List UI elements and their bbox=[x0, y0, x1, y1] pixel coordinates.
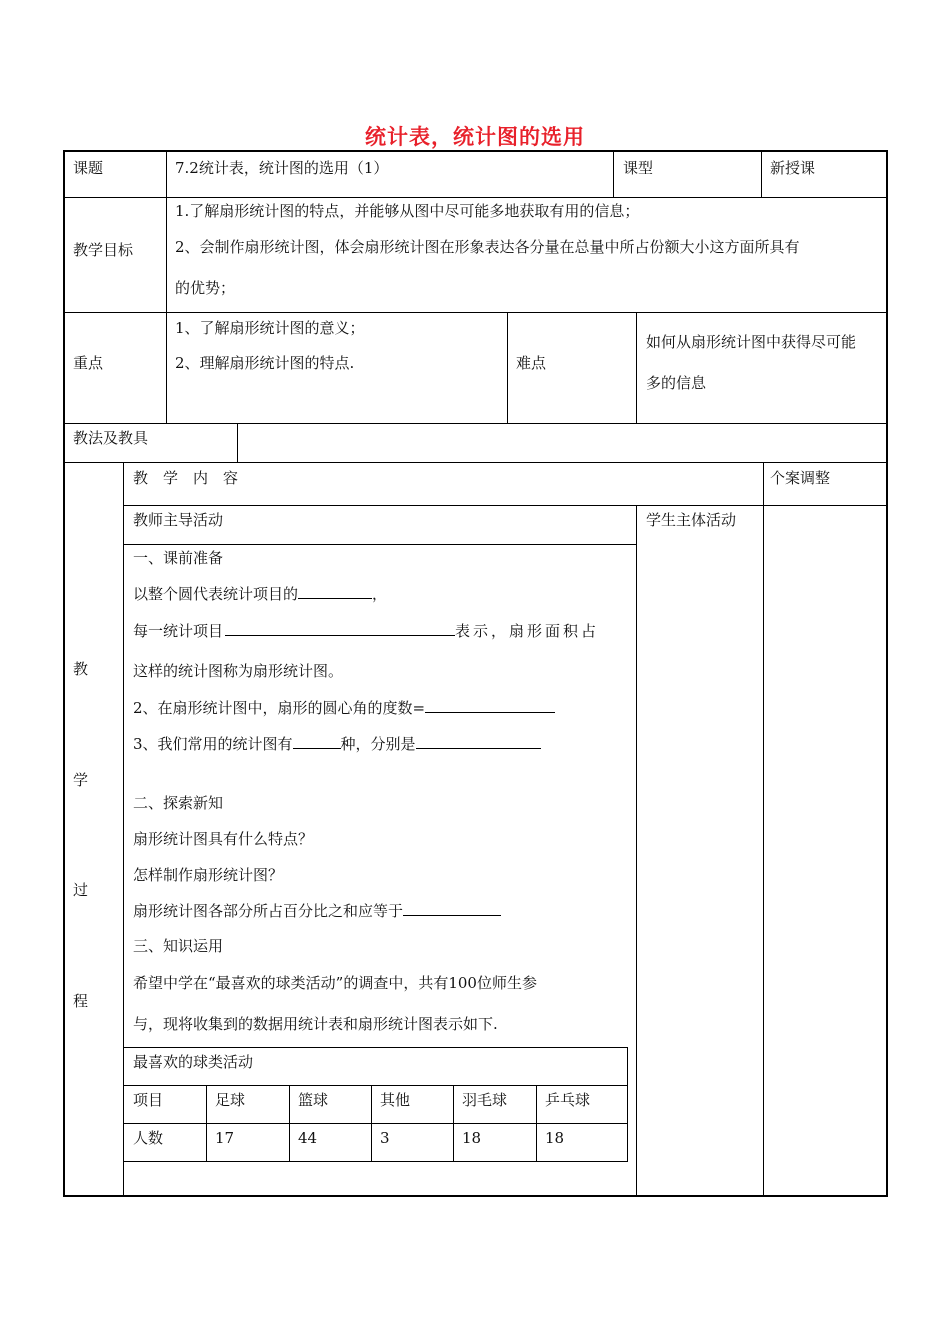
goals-line: 的优势； bbox=[175, 279, 236, 297]
row-divider bbox=[63, 462, 888, 463]
col-divider bbox=[237, 423, 238, 462]
answer-blank[interactable] bbox=[225, 620, 455, 636]
survey-border bbox=[627, 1047, 628, 1162]
process-side-char: 程 bbox=[73, 992, 89, 1010]
row-divider bbox=[63, 197, 888, 198]
section-title: 三、知识运用 bbox=[133, 937, 224, 955]
fill-text: 扇形统计图各部分所占百分比之和应等于 bbox=[133, 902, 404, 920]
survey-value-cell: 17 bbox=[215, 1129, 235, 1147]
survey-col bbox=[371, 1085, 372, 1162]
fill-line bbox=[133, 620, 599, 641]
survey-value-cell: 18 bbox=[462, 1129, 482, 1147]
survey-header-cell: 足球 bbox=[215, 1091, 246, 1109]
fill-text: 以整个圆代表统计项目的 bbox=[133, 585, 299, 603]
col-divider bbox=[507, 312, 508, 423]
content-header: 教 学 内 容 bbox=[133, 469, 239, 487]
fill-text: 3、我们常用的统计图有 bbox=[133, 735, 293, 753]
answer-blank[interactable] bbox=[293, 733, 341, 749]
row-divider bbox=[63, 423, 888, 424]
page-title: 统计表，统计图的选用 bbox=[365, 125, 585, 149]
focus-line: 2、理解扇形统计图的特点. bbox=[175, 354, 355, 372]
survey-col bbox=[289, 1085, 290, 1162]
student-header: 学生主体活动 bbox=[646, 511, 737, 529]
row-divider bbox=[63, 312, 888, 313]
difficulty-line: 多的信息 bbox=[646, 374, 707, 392]
difficulty-label: 难点 bbox=[516, 354, 547, 372]
topic-value: 7.2统计表，统计图的选用（1） bbox=[175, 159, 389, 177]
lesson-type-label: 课型 bbox=[623, 159, 654, 177]
survey-header-cell: 乒乓球 bbox=[545, 1091, 591, 1109]
fill-text: 每一统计项目 bbox=[133, 622, 224, 640]
fill-text: ， bbox=[372, 585, 388, 603]
answer-blank[interactable] bbox=[425, 697, 555, 713]
row-divider bbox=[123, 505, 888, 506]
fill-text: 种，分别是 bbox=[340, 735, 416, 753]
table-border-left bbox=[63, 150, 65, 1196]
survey-row-label: 人数 bbox=[133, 1129, 164, 1147]
table-border-bottom bbox=[63, 1195, 888, 1197]
survey-caption: 最喜欢的球类活动 bbox=[133, 1053, 254, 1071]
difficulty-line: 如何从扇形统计图中获得尽可能 bbox=[646, 333, 857, 351]
section-title: 二、探索新知 bbox=[133, 794, 224, 812]
survey-border bbox=[123, 1085, 627, 1086]
lesson-type-value: 新授课 bbox=[770, 159, 816, 177]
col-divider bbox=[613, 150, 614, 197]
goals-line: 2、会制作扇形统计图，体会扇形统计图在形象表达各分量在总量中所占份额大小这方面所具有 bbox=[175, 238, 800, 256]
col-divider bbox=[636, 312, 637, 423]
topic-label: 课题 bbox=[73, 159, 104, 177]
answer-blank[interactable] bbox=[403, 900, 501, 916]
fill-line bbox=[133, 733, 541, 754]
survey-border bbox=[123, 1161, 627, 1162]
focus-line: 1、了解扇形统计图的意义； bbox=[175, 319, 365, 337]
survey-header-cell: 篮球 bbox=[298, 1091, 329, 1109]
survey-col bbox=[536, 1085, 537, 1162]
survey-border bbox=[123, 1047, 627, 1048]
text-line: 这样的统计图称为扇形统计图。 bbox=[133, 662, 344, 680]
answer-blank[interactable] bbox=[416, 733, 541, 749]
row-divider bbox=[123, 544, 637, 545]
survey-value-cell: 3 bbox=[380, 1129, 390, 1147]
col-divider bbox=[166, 150, 167, 423]
fill-line bbox=[133, 583, 387, 604]
text-line: 与，现将收集到的数据用统计表和扇形统计图表示如下. bbox=[133, 1015, 498, 1033]
col-divider bbox=[636, 505, 637, 1196]
teacher-header: 教师主导活动 bbox=[133, 511, 224, 529]
survey-value-cell: 44 bbox=[298, 1129, 318, 1147]
adjust-header: 个案调整 bbox=[770, 469, 831, 487]
text-line: 怎样制作扇形统计图？ bbox=[133, 866, 284, 884]
col-divider bbox=[761, 150, 762, 197]
process-side-char: 过 bbox=[73, 881, 89, 899]
goals-line: 1.了解扇形统计图的特点，并能够从图中尽可能多地获取有用的信息； bbox=[175, 202, 640, 220]
answer-blank[interactable] bbox=[298, 583, 372, 599]
process-side-char: 学 bbox=[73, 771, 89, 789]
fill-line bbox=[133, 900, 501, 921]
focus-label: 重点 bbox=[73, 354, 104, 372]
survey-header-cell: 项目 bbox=[133, 1091, 164, 1109]
process-side-char: 教 bbox=[73, 660, 89, 678]
fill-text: 表示，扇形面积占 bbox=[455, 622, 600, 640]
survey-header-cell: 其他 bbox=[380, 1091, 411, 1109]
methods-label: 教法及教具 bbox=[73, 429, 149, 447]
survey-border bbox=[123, 1123, 627, 1124]
fill-text: 2、在扇形统计图中，扇形的圆心角的度数= bbox=[133, 699, 426, 717]
text-line: 希望中学在“最喜欢的球类活动”的调查中，共有100位师生参 bbox=[133, 974, 537, 992]
survey-col bbox=[206, 1085, 207, 1162]
col-divider bbox=[763, 462, 764, 1196]
section-title: 一、课前准备 bbox=[133, 549, 224, 567]
table-border-right bbox=[886, 150, 888, 1196]
survey-value-cell: 18 bbox=[545, 1129, 565, 1147]
table-border-top bbox=[63, 150, 888, 152]
survey-header-cell: 羽毛球 bbox=[462, 1091, 508, 1109]
fill-line bbox=[133, 697, 555, 718]
goals-label: 教学目标 bbox=[73, 241, 134, 259]
text-line: 扇形统计图具有什么特点？ bbox=[133, 830, 314, 848]
survey-col bbox=[453, 1085, 454, 1162]
